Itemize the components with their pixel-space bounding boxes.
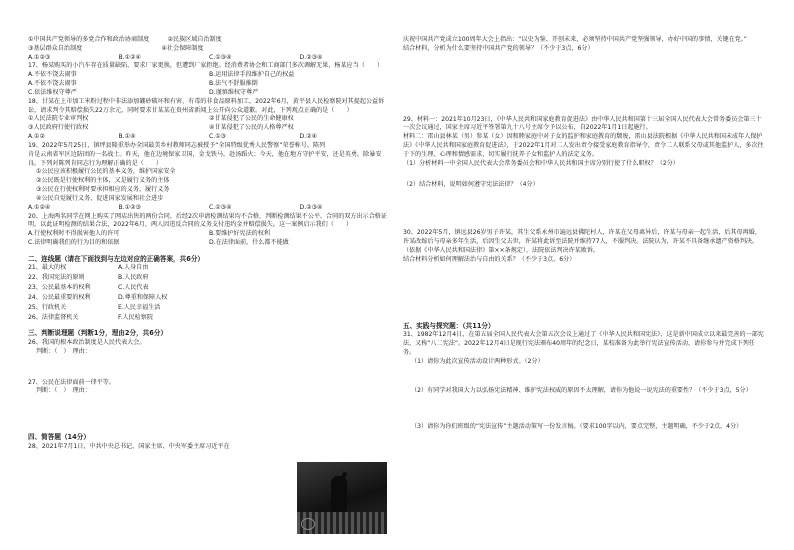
answer-space: [403, 367, 765, 387]
question-text: 27、公民在法律面前一律平等。: [28, 378, 115, 386]
option-item: A.不依不饶去闹事: [28, 71, 77, 79]
right-column: [403, 36, 765, 432]
option-item: D.②③④: [299, 203, 323, 211]
match-left-item: 21、最大的权: [28, 264, 67, 272]
historical-photo: [297, 462, 387, 534]
matching-table: [28, 264, 390, 322]
section-heading: 五、实践与探究题：（共11分）: [403, 321, 495, 330]
option-item: A.行使权利时不得损害他人的许可: [28, 230, 120, 238]
question-text: 28、2021年7月1日，中共中央总书记、国家主席、中央军委主席习近平在: [28, 442, 230, 450]
question-text: （1）分析材料一中全国人民代表大会常务委员会和中华人民共和国主席分别行使了什么职权？（2分）: [403, 159, 679, 167]
option-item: C.①③④: [209, 53, 232, 61]
question-text: ②公民既是行使权利的主体，又是履行义务的主体: [36, 177, 170, 185]
option-item: D.在法律面前，什么都不能做: [209, 239, 289, 247]
option-item: B.要维护好宪法的权利: [209, 230, 270, 238]
option-item: ③人民政府行使行政权: [28, 124, 89, 132]
question-text: 17、杨某购买的小汽车存在质量缺陷，要求厂家更换，但遭到厂家拒绝。经消费者协会和工商部门多次调解无果，杨某应当（ ）: [28, 62, 384, 70]
match-right-item: C.人民代表: [118, 284, 149, 292]
option-row: [28, 124, 390, 133]
match-left-item: 24、公民最重要的权利: [28, 293, 91, 301]
match-right-item: D.尊重和保障人权: [118, 293, 168, 301]
question-text: 结合材料分析如何理解法治与自由的关系？（不少于3点，6分）: [403, 255, 576, 263]
section-heading: 三、判断说理题（判断1分，理由2分，共6分）: [28, 329, 168, 338]
match-left-item: 22、我国宪法的原则: [28, 274, 85, 282]
question-text: 31、1982年12月4日，在第五届全国人民代表大会第五次会议上通过了《中华人民共和国宪法》，这是新中国成立以来最完善的一部宪法，又称“八二宪法”。2022年12月4日是现行宪法颁布40周年的纪念日，某校准备为此举行宪法宣传活动，请你参与并完成下列任务。: [403, 331, 764, 356]
left-column: [28, 36, 390, 452]
question-text: 判断：（ ） 理由：: [36, 387, 91, 395]
option-item: A.不依不饶去闹事: [28, 80, 77, 88]
answer-space: [403, 265, 765, 315]
photo-figure: [331, 476, 347, 512]
option-row: [28, 204, 390, 213]
question-text: （2）结合材料，说明如何遵守宪法法律？（4分）: [403, 180, 539, 188]
option-item: C.①③④: [209, 203, 232, 211]
question-text: （3）请你为你们班级的“宪法宣传”主题活动策写一份发言稿。（要求100字以内，要点完整，主题明确，不少于2点，4分）: [411, 423, 743, 431]
answer-space: [403, 189, 765, 229]
section-heading: 四、简答题（14分）: [28, 433, 90, 442]
question-text: 判断：（ ） 理由：: [36, 347, 91, 355]
question-text: 18、甘某在上市加工米粉过程中非法添加硼砂破坏和有害、有毒的非食品原料加工，2022年6月，黄平县人民检察院对其提起公益诉讼，请求判令其赔偿损失22万余元，同时要求甘某某在贵州省新闻上公开向公众道歉。对此，下列观点正确的是（ ）: [28, 97, 385, 114]
option-item: C.依法维权守尊严: [28, 88, 77, 96]
question-text: 结合材料，分析为什么要坚持中国共产党的领导？（不少于3点，6分）: [403, 44, 594, 52]
answer-space: [28, 357, 390, 379]
option-row: [28, 71, 390, 80]
answer-space: [403, 169, 765, 181]
question-text: 肯是云南省军区边防团的一名战士。昨天，他在边境保家卫国，金戈铁马，赴汤蹈火；今天，他在地方守护平安，还是英勇，除暴安良。下列对陈列肯同志行为理解正确的是（ ）: [28, 150, 382, 167]
option-item: C.①③: [209, 133, 227, 141]
option-item: D.谨慎维权守尊严: [209, 88, 259, 96]
answer-space: [28, 396, 390, 426]
option-item: C.法律明确我们的行为目的和依据: [28, 239, 120, 247]
match-right-item: A.人身自由: [118, 264, 149, 272]
question-text: 30、2022年5月，镇远县26岁男子许某，其生父系永州市遍远县佛陀村人，许某在父母离异后，许某与母亲一起生活，后其母再婚，许某改嫁后与母亲多年生活，后因生父去世，许某将此诉至法院并维持77人，不服判决。法院认为，许某不具备继承遗产资格判决。（依据《中华人民共和国法律》第××条规定），法院依法判决许某败诉。: [403, 229, 761, 255]
match-right-item: F.人民检察院: [118, 313, 153, 321]
option-item: ①人民法院专业审判权: [28, 115, 89, 123]
match-left-item: 26、法律监督机关: [28, 313, 79, 321]
match-left-item: 23、公民最基本的权利: [28, 284, 91, 292]
option-row: [28, 115, 390, 124]
answer-space: [403, 395, 765, 423]
option-row: [28, 230, 390, 239]
question-text: ④公民自觉履行义务，促进国家发展和社会进步: [36, 194, 164, 202]
option-item: D.②③④: [299, 53, 323, 61]
section-heading: 二、连线题（请在下面找到与左边对应的正确答案，共6分）: [28, 254, 205, 263]
question-text: ①中国共产党领导的多党合作和政治协商制度 ②民族区域自治制度: [28, 36, 222, 43]
option-item: A.①②④: [28, 203, 51, 211]
option-item: ②甘某侵犯了公民的生命健康权: [209, 115, 294, 123]
option-item: A.①②③: [28, 53, 51, 61]
question-text: ③基层群众自治制度 ④社会保障制度: [28, 44, 204, 52]
option-row: [28, 239, 390, 248]
answer-space: [403, 54, 765, 116]
question-text: 材料二：雷山县林某（男）参某（女）因和睦家庭中对子女的监护和家庭教育的颓废，雷山县法院根据《中华人民共和国未成年人保护法》《中华人民共和国家庭教育促进法》，于2022年1月对二人发出责令接受家庭教育指导令，责令二人联系父母或其他监护人，多次往于下的生理、心理和情感需求，切实履行抚养子女和监护人的法定义务。: [403, 133, 764, 158]
question-text: 26、我国的根本政治制度是人民代表大会。: [28, 338, 146, 346]
match-right-item: B.人民政府: [118, 274, 149, 282]
question-text: 庆祝中国共产党成立100周年大会上指出：“以史为鉴、开创未来，必须坚持中国共产党坚强领导，办好中国的事情，关键在党。”: [403, 36, 747, 43]
question-text: 20、上海两名同学在网上购买了网店出售的两份合同，后经2次申请检测结果均不合格，判断检测结果不公平。合同的双方出示合格证明，以此证明检测的结果合法，2022年6月，两人因违反合同的义务支付违约金并赔偿损失。这一案例启示我们（ ）: [28, 212, 387, 229]
option-item: B.①②④: [118, 53, 142, 61]
match-right-item: E.人民幸福生活: [118, 303, 161, 311]
match-left-item: 25、行政机关: [28, 303, 67, 311]
question-text: （2）有同学对我国大力以弘扬宪法精神、维护宪法权威的原因不太理解，请你为他说一说宪法的重要性？（不少于3点，5分）: [411, 386, 752, 394]
option-item: ④甘某侵犯了公民的人格尊严权: [209, 124, 294, 132]
question-text: （1）请你为此次宣传活动设计两种形式。（2分）: [411, 357, 544, 365]
question-text: ①公民应该积极履行公民的基本义务，维护国家安全: [36, 168, 176, 176]
option-row: [28, 80, 390, 89]
option-item: B.①④: [118, 133, 136, 141]
option-item: A.①②: [28, 133, 45, 141]
option-row: [28, 133, 390, 142]
question-text: 29、材料一：2021年10月23日，《中华人民共和国家庭教育促进法》由中华人民共和国第十三届全国人民代表大会常务委员会第三十一次会议通过，国家主席习近平签署第九十八号主席令予以公布，自2022年1月1日起施行。: [403, 115, 762, 132]
question-text: 19、2022年5月25日，镇坪县隆重举办全国最美乡村教师同志被授予“全国特级优秀人民警察”荣誉称号。陈列: [28, 141, 326, 149]
option-item: D.②④: [299, 133, 318, 141]
emblem-icon: [301, 518, 315, 530]
option-item: B.①②③: [118, 203, 142, 211]
question-text: ③公民在行使权利时要承担相应的义务，履行义务: [36, 186, 170, 194]
option-item: B.法气不舒服推倒: [209, 80, 258, 88]
option-item: B.运用法律手段维护自己的权益: [209, 71, 295, 79]
option-row: [28, 89, 390, 98]
